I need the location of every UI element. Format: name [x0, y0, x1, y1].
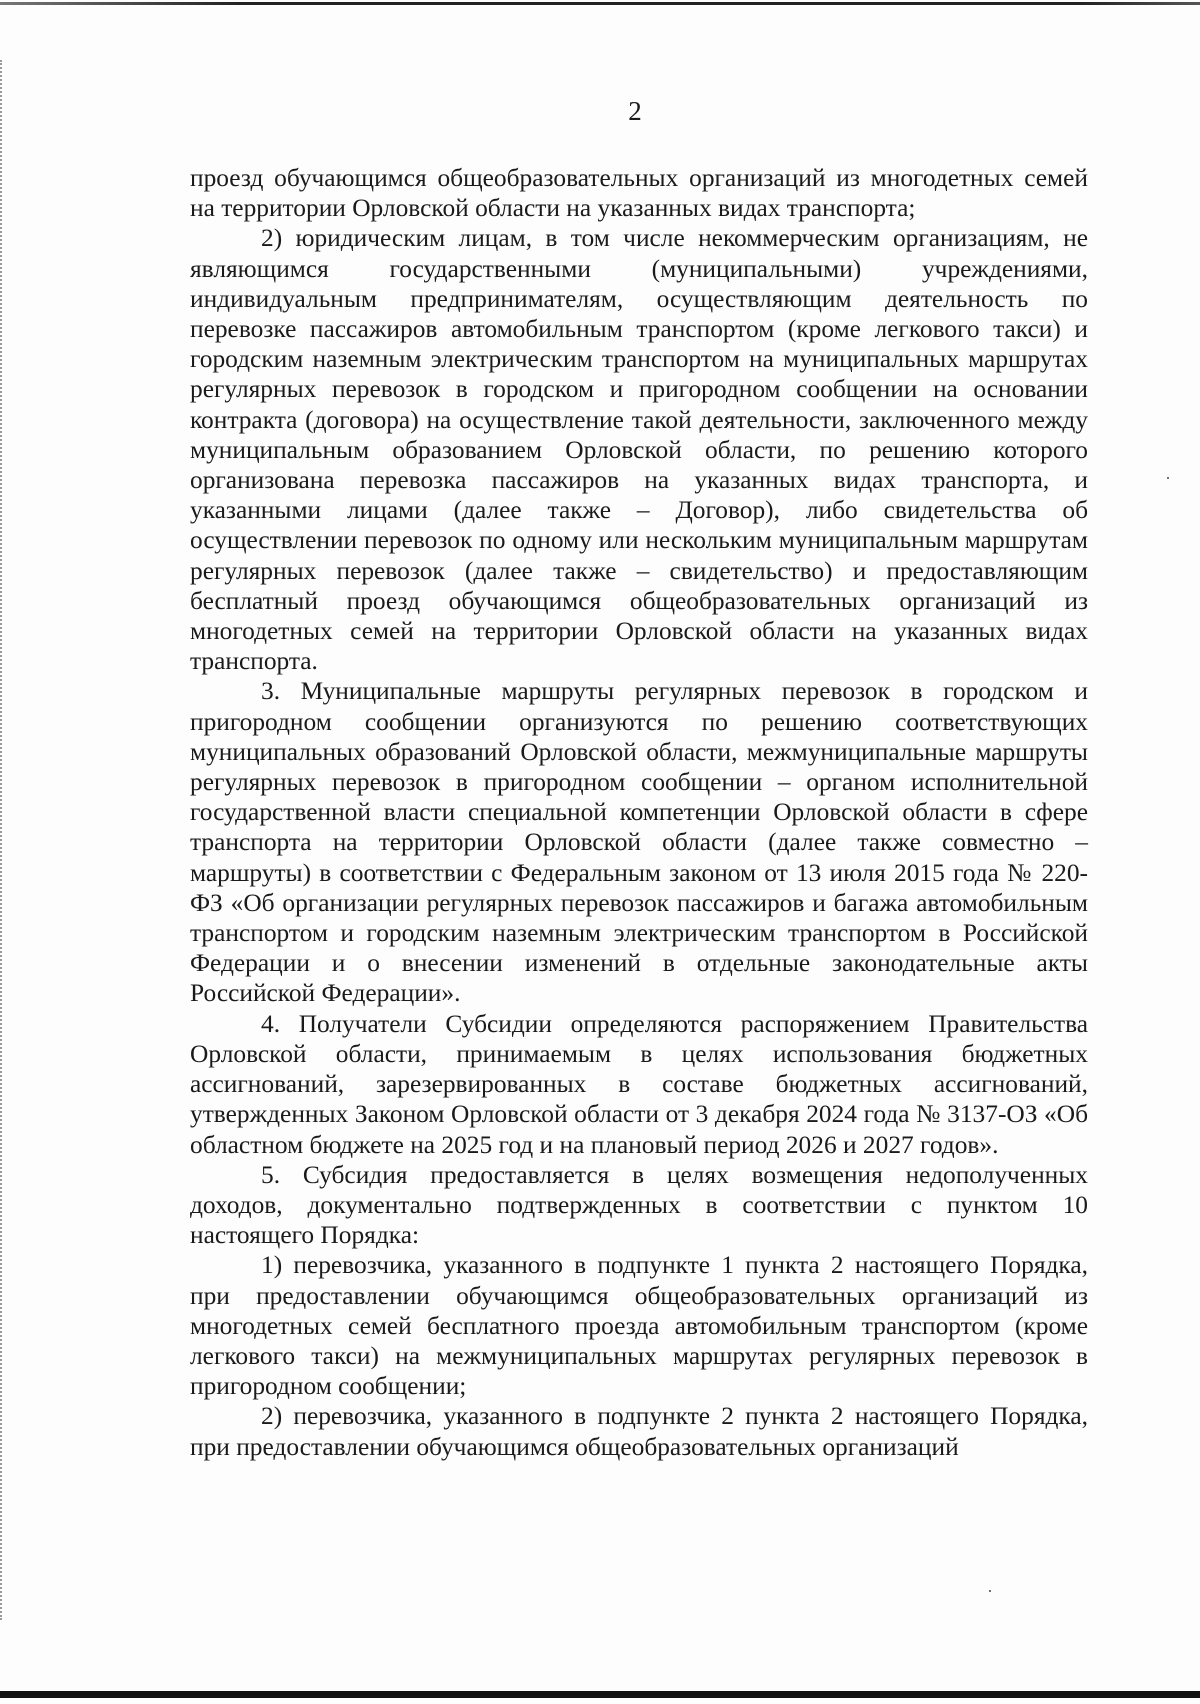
paragraph: проезд обучающимся общеобразовательных организаций из многодетных семей на территории Орловской области на указанных видах транспорта;	[190, 164, 1088, 223]
scan-top-border	[0, 2, 1200, 5]
page-number: 2	[628, 96, 642, 126]
scan-speck	[1167, 477, 1169, 479]
scan-speck	[989, 1590, 991, 1592]
document-body	[190, 163, 1088, 1462]
scan-left-edge	[0, 60, 6, 1620]
paragraph: 2) юридическим лицам, в том числе некоммерческим организациям, не являющимся государственными (муниципальными) учреждениями, индивидуальным предпринимателям, осуществляющим деятельность по перевозке пассажиров автомобильным транспортом (кроме легкового такси) и городским наземным электрическим транспортом на муниципальных маршрутах регулярных перевозок в городском и пригородном сообщении на основании контракта (договора) на осуществление такой деятельности, заключенного между муниципальным образованием Орловской области, по решению которого организована перевозка пассажиров на указанных видах транспорта, и указанными лицами (далее также – Договор), либо свидетельства об осуществлении перевозок по одному или нескольким муниципальным маршрутам регулярных перевозок (далее также – свидетельство) и предоставляющим бесплатный проезд обучающимся общеобразовательных организаций из многодетных семей на территории Орловской области на указанных видах транспорта.	[190, 224, 1088, 676]
paragraph: 3. Муниципальные маршруты регулярных перевозок в городском и пригородном сообщении организуются по решению соответствующих муниципальных образований Орловской области, межмуниципальные маршруты регулярных перевозок в пригородном сообщении – органом исполнительной государственной власти специальной компетенции Орловской области в сфере транспорта на территории Орловской области (далее также совместно – маршруты) в соответствии с Федеральным законом от 13 июля 2015 года № 220-ФЗ «Об организации регулярных перевозок пассажиров и багажа автомобильным транспортом и городским наземным электрическим транспортом в Российской Федерации и о внесении изменений в отдельные законодательные акты Российской Федерации».	[190, 677, 1088, 1008]
scan-bottom-border	[0, 1691, 1200, 1698]
paragraph: 2) перевозчика, указанного в подпункте 2 пункта 2 настоящего Порядка, при предоставлении обучающимся общеобразовательных организаций	[190, 1402, 1088, 1461]
paragraph: 5. Субсидия предоставляется в целях возмещения недополученных доходов, документально подтвержденных в соответствии с пунктом 10 настоящего Порядка:	[190, 1160, 1088, 1250]
paragraph: 4. Получатели Субсидии определяются распоряжением Правительства Орловской области, принимаемым в целях использования бюджетных ассигнований, зарезервированных в составе бюджетных ассигнований, утвержденных Законом Орловской области от 3 декабря 2024 года № 3137-ОЗ «Об областном бюджете на 2025 год и на плановый период 2026 и 2027 годов».	[190, 1009, 1088, 1159]
paragraph: 1) перевозчика, указанного в подпункте 1 пункта 2 настоящего Порядка, при предоставлении обучающимся общеобразовательных организаций из многодетных семей бесплатного проезда автомобильным транспортом (кроме легкового такси) на межмуниципальных маршрутах регулярных перевозок в пригородном сообщении;	[190, 1251, 1088, 1401]
